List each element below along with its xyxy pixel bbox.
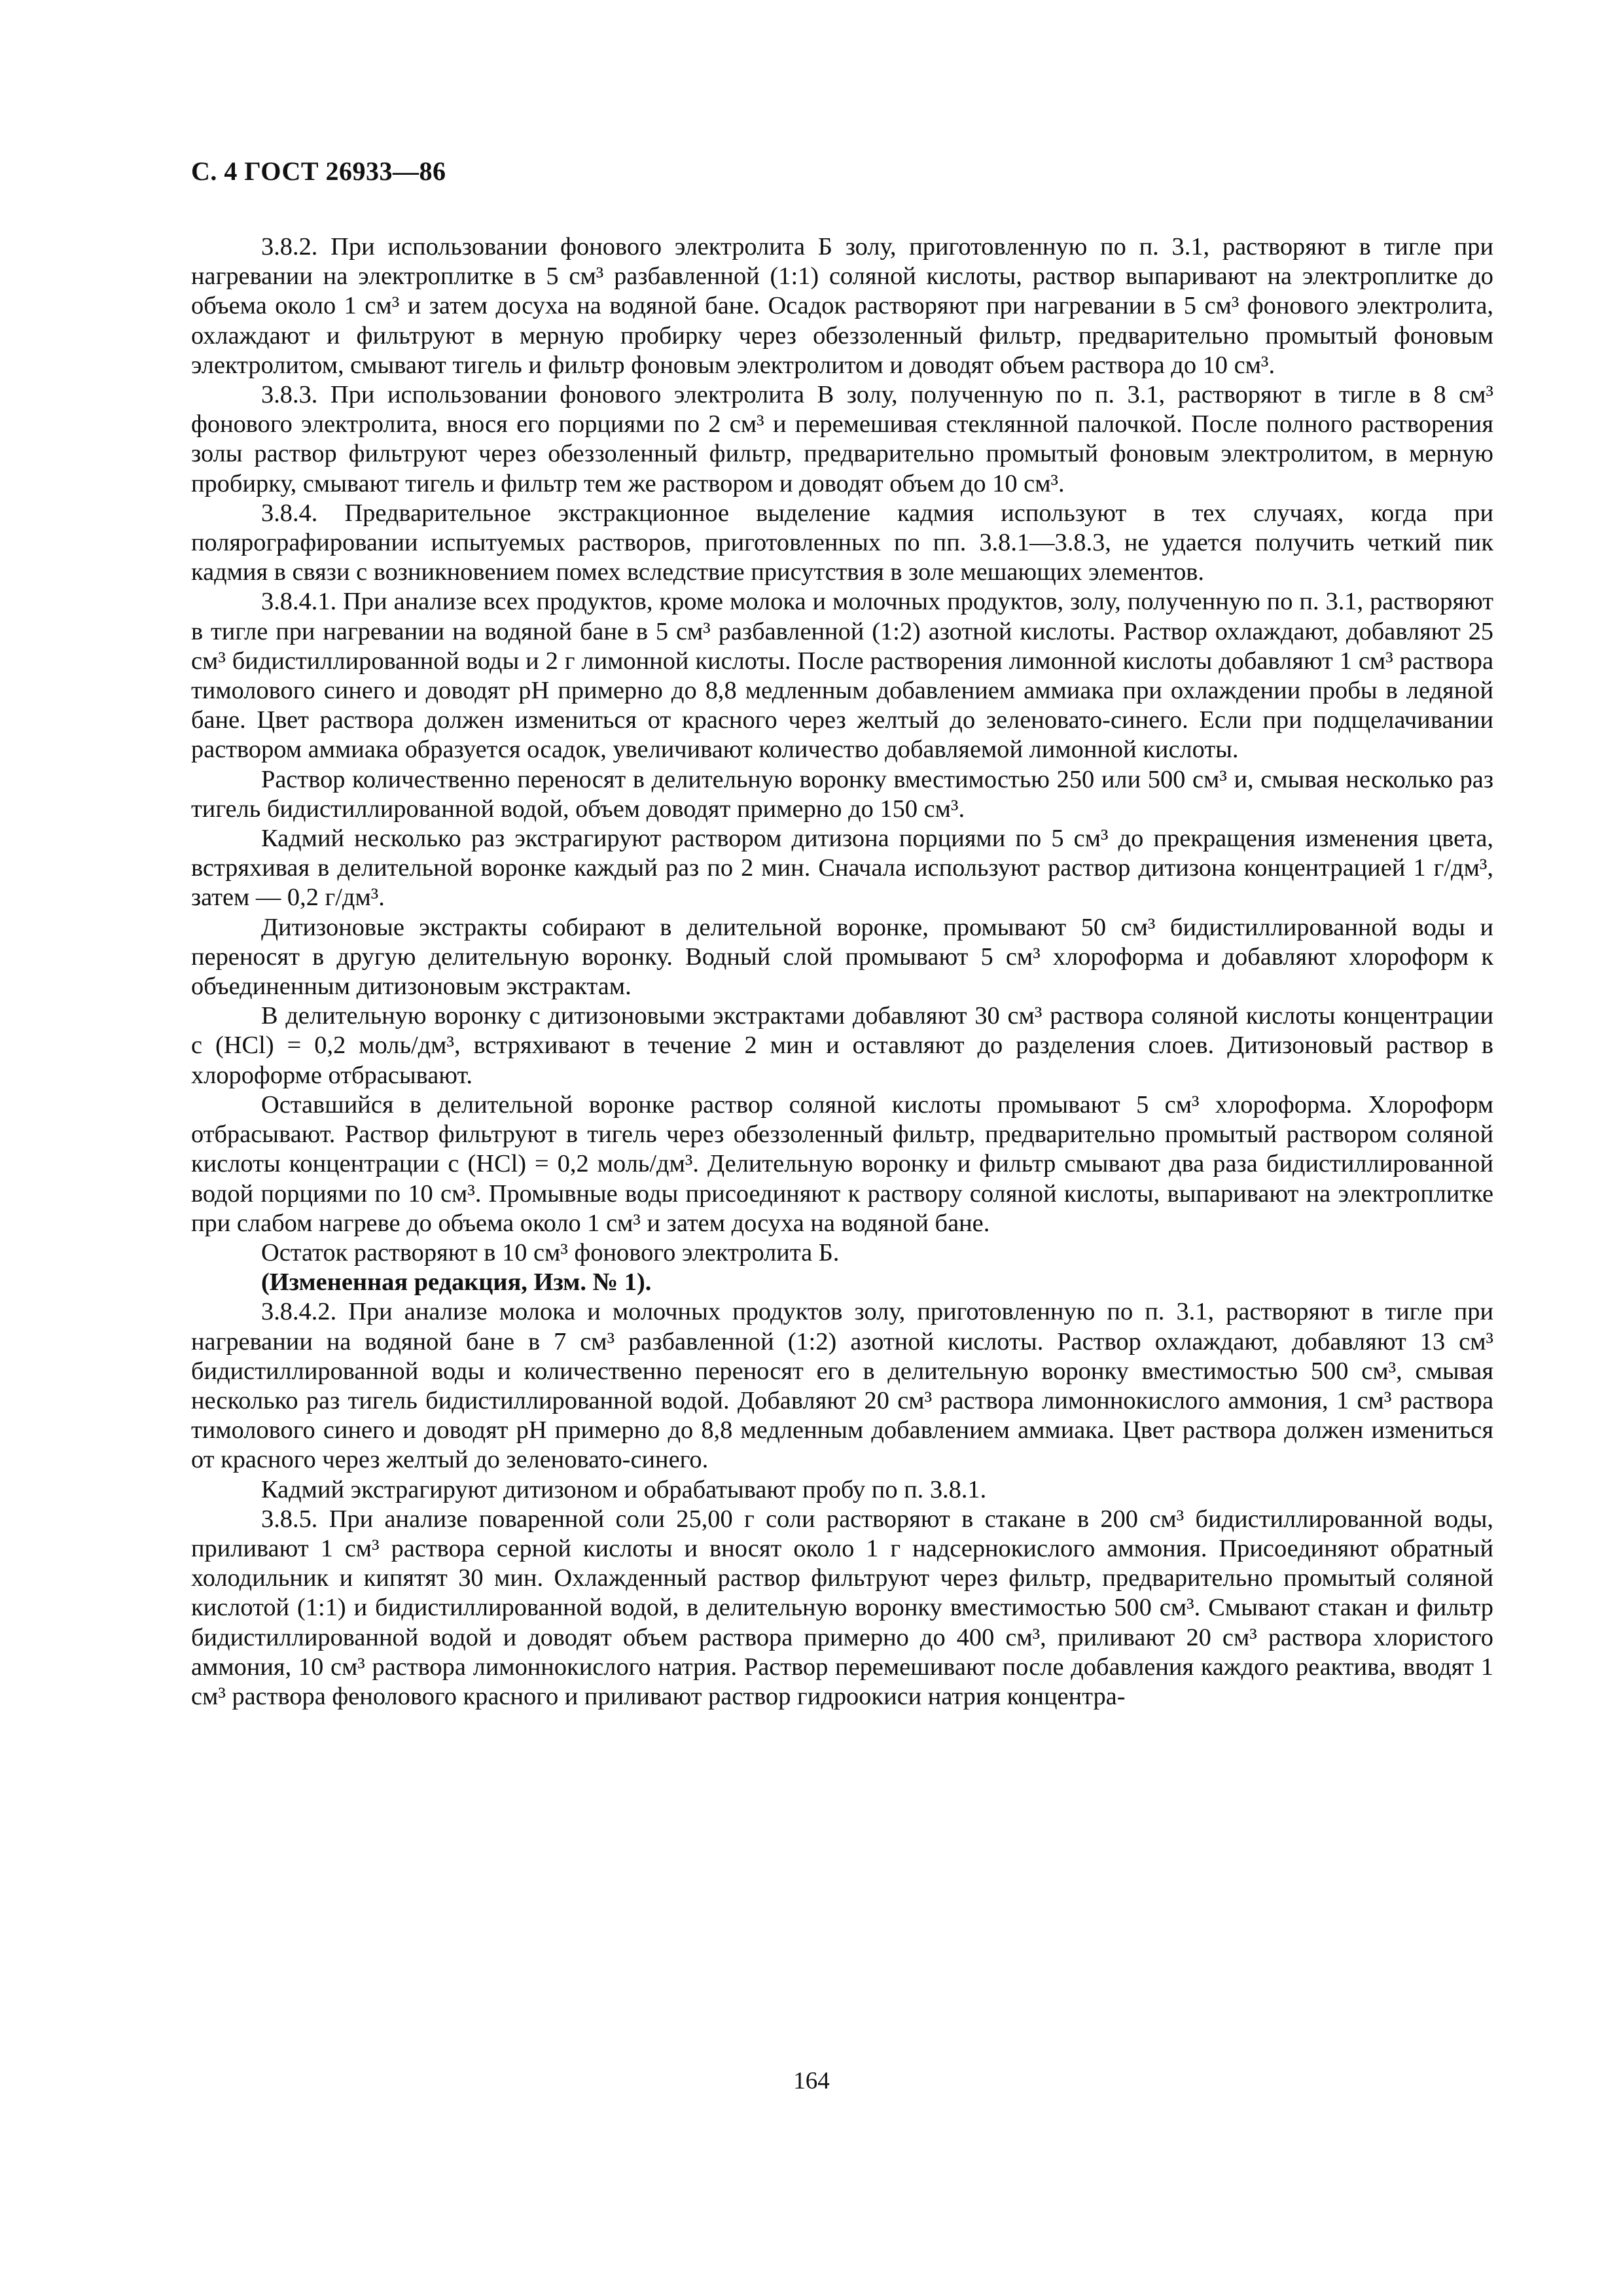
paragraph-residue: Остаток растворяют в 10 см³ фонового электролита Б. — [261, 1238, 840, 1266]
paragraph-transfer-solution: Раствор количественно переносят в делительную воронку вместимостью 250 или 500 см³ и, смывая несколько раз тигель бидистиллированной водой, объем доводят примерно до 150 см³. — [191, 765, 1493, 823]
paragraph-hydrochloric-acid: В делительную воронку с дитизоновыми экстрактами добавляют 30 см³ раствора соляной кислоты концентрации c (HCl) = 0,2 моль/дм³, встряхивают в течение 2 мин и оставляют до разделения слоев. Дитизоновый раствор в хлороформе отбрасывают. — [191, 1002, 1493, 1089]
amendment-note: (Измененная редакция, Изм. № 1). — [261, 1268, 652, 1297]
paragraph-3-8-3: 3.8.3. При использовании фонового электролита В золу, полученную по п. 3.1, растворяют в тигле в 8 см³ фонового электролита, внося его порциями по 2 см³ и перемешивая стеклянной палочкой. После полного растворения золы раствор фильтруют через обеззоленный фильтр, предварительно промытый фоновым электролитом, в мерную пробирку, смывают тигель и фильтр тем же раствором и доводят объем до 10 см³. — [191, 381, 1493, 497]
paragraph-3-8-5: 3.8.5. При анализе поваренной соли 25,00 г соли растворяют в стакане в 200 см³ бидистиллированной воды, приливают 1 см³ раствора серной кислоты и вносят около 1 г надсернокислого аммония. Присоединяют обратный холодильник и кипятят 30 мин. Охлажденный раствор фильтруют через фильтр, предварительно промытый соляной кислотой (1:1) и бидистиллированной водой, в делительную воронку вместимостью 500 см³. Смывают стакан и фильтр бидистиллированной водой и доводят объем раствора примерно до 400 см³, приливают 20 см³ раствора хлористого аммония, 10 см³ раствора лимоннокислого натрия. Раствор перемешивают после добавления каждого реактива, вводят 1 см³ раствора фенолового красного и приливают раствор гидроокиси натрия концентра- — [191, 1505, 1493, 1710]
paragraph-3-8-4-2: 3.8.4.2. При анализе молока и молочных продуктов золу, приготовленную по п. 3.1, растворяют в тигле при нагревании на водяной бане в 7 см³ разбавленной (1:2) азотной кислоты. Раствор охлаждают, добавляют 13 см³ бидистиллированной воды и количественно переносят его в делительную воронку вместимостью 500 см³, смывая несколько раз тигель бидистиллированной водой. Добавляют 20 см³ раствора лимоннокислого аммония, 1 см³ раствора тимолового синего и доводят pH примерно до 8,8 медленным добавлением аммиака. Цвет раствора должен измениться от красного через желтый до зеленовато-синего. — [191, 1298, 1493, 1474]
paragraph-3-8-4: 3.8.4. Предварительное экстракционное выделение кадмия используют в тех случаях, когда при полярографировании испытуемых растворов, приготовленных по пп. 3.8.1—3.8.3, не удается получить четкий пик кадмия в связи с возникновением помех вследствие присутствия в золе мешающих элементов. — [191, 499, 1493, 586]
paragraph-cadmium-extraction: Кадмий несколько раз экстрагируют раствором дитизона порциями по 5 см³ до прекращения изменения цвета, встряхивая в делительной воронке каждый раз по 2 мин. Сначала используют раствор дитизона концентрацией 1 г/дм³, затем — 0,2 г/дм³. — [191, 825, 1493, 912]
paragraph-remaining-solution: Оставшийся в делительной воронке раствор соляной кислоты промывают 5 см³ хлороформа. Хлороформ отбрасывают. Раствор фильтруют в тигель через обеззоленный фильтр, предварительно промытый раствором соляной кислоты концентрации c (HCl) = 0,2 моль/дм³. Делительную воронку и фильтр смывают два раза бидистиллированной водой порциями по 10 см³. Промывные воды присоединяют к раствору соляной кислоты, выпаривают на электроплитке при слабом нагреве до объема около 1 см³ и затем досуха на водяной бане. — [191, 1090, 1493, 1237]
paragraph-cadmium-dithizone: Кадмий экстрагируют дитизоном и обрабатывают пробу по п. 3.8.1. — [261, 1475, 987, 1503]
document-body — [191, 232, 1493, 1712]
paragraph-3-8-2: 3.8.2. При использовании фонового электролита Б золу, приготовленную по п. 3.1, растворяют в тигле при нагревании на электроплитке в 5 см³ разбавленной (1:1) соляной кислоты, раствор выпаривают на электроплитке до объема около 1 см³ и затем досуха на водяной бане. Осадок растворяют при нагревании в 5 см³ фонового электролита, охлаждают и фильтруют в мерную пробирку через обеззоленный фильтр, предварительно промытый фоновым электролитом, смывают тигель и фильтр фоновым электролитом и доводят объем раствора до 10 см³. — [191, 233, 1493, 379]
page-number: 164 — [793, 2068, 830, 2094]
paragraph-dithizone-extracts: Дитизоновые экстракты собирают в делительной воронке, промывают 50 см³ бидистиллированной воды и переносят в другую делительную воронку. Водный слой промывают 5 см³ хлороформа и добавляют хлороформ к объединенным дитизоновым экстрактам. — [191, 913, 1493, 1001]
paragraph-3-8-4-1: 3.8.4.1. При анализе всех продуктов, кроме молока и молочных продуктов, золу, полученную по п. 3.1, растворяют в тигле при нагревании на водяной бане в 5 см³ разбавленной (1:2) азотной кислоты. Раствор охлаждают, добавляют 25 см³ бидистиллированной воды и 2 г лимонной кислоты. После растворения лимонной кислоты добавляют 1 см³ раствора тимолового синего и доводят pH примерно до 8,8 медленным добавлением аммиака при охлаждении пробы в ледяной бане. Цвет раствора должен измениться от красного через желтый до зеленовато-синего. Если при подщелачивании раствором аммиака образуется осадок, увеличивают количество добавляемой лимонной кислоты. — [191, 588, 1493, 764]
page-header: С. 4 ГОСТ 26933—86 — [191, 156, 446, 186]
